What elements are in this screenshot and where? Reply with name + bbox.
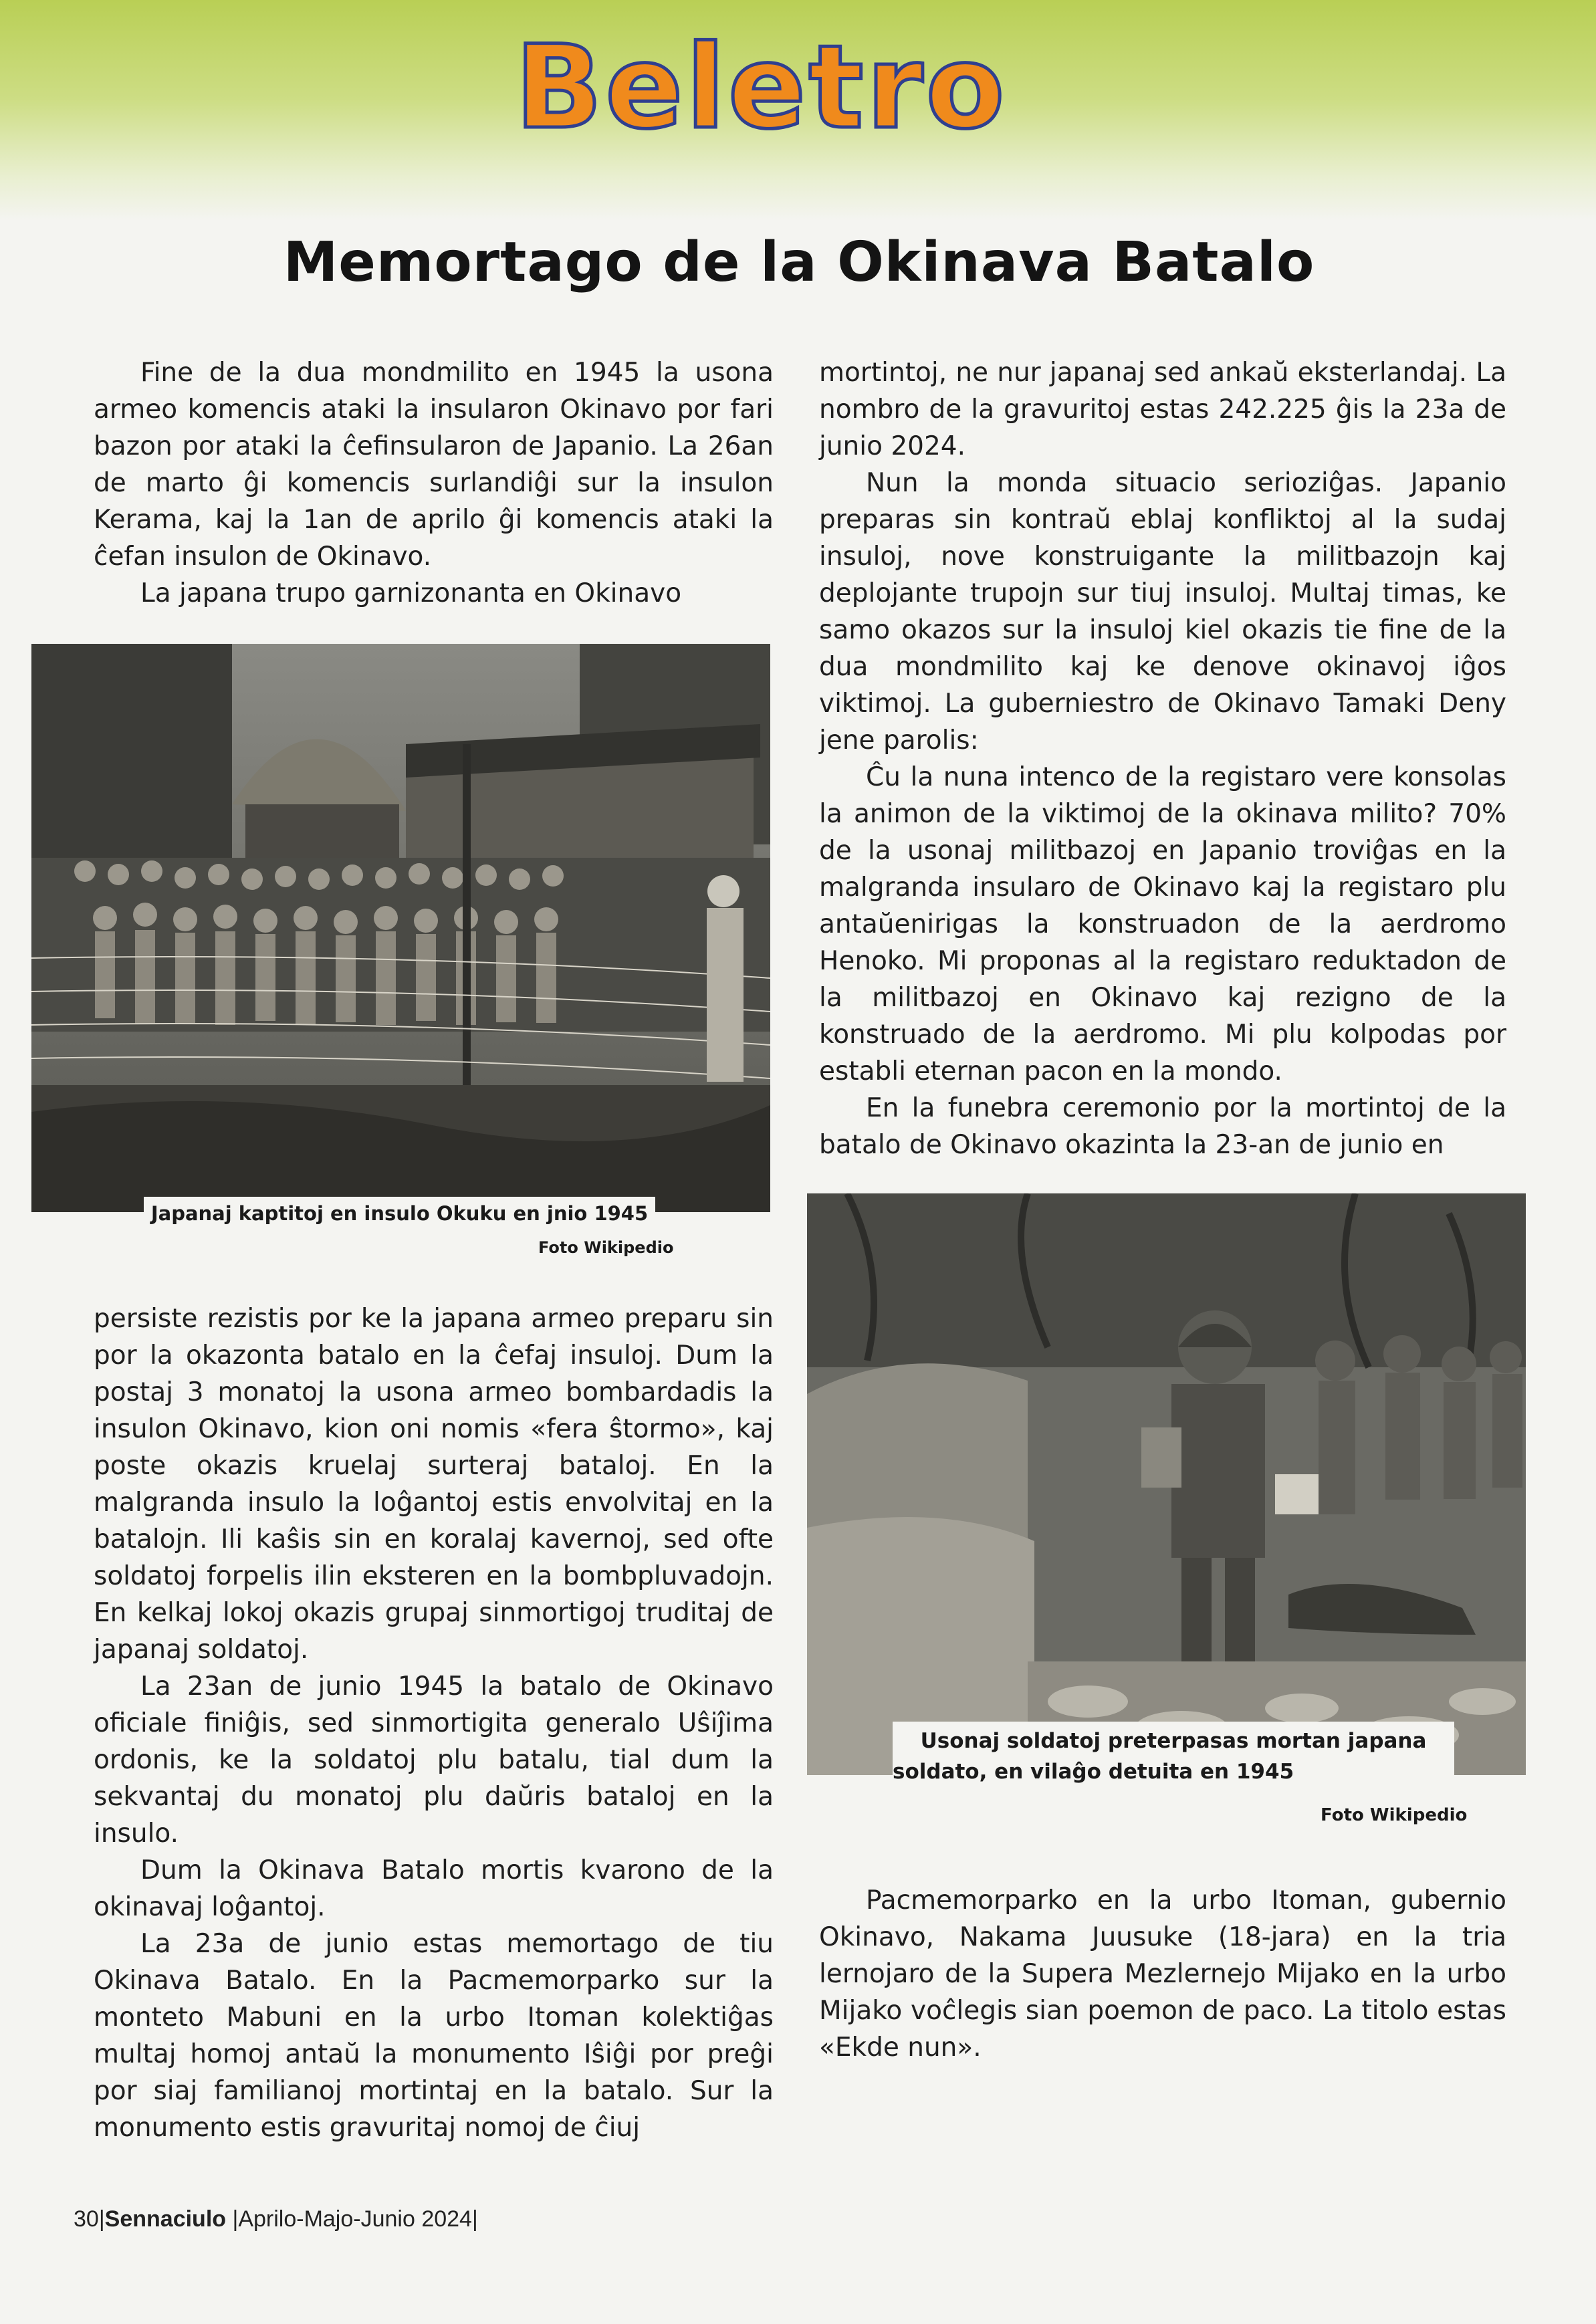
page-footer: 30|Sennaciulo |Aprilo-Majo-Junio 2024| xyxy=(74,2206,478,2232)
issue-date: Aprilo-Majo-Junio 2024 xyxy=(238,2206,472,2232)
photo-soldiers xyxy=(807,1193,1526,1775)
paragraph: persiste rezistis por ke la japana armeo preparu sin por la okazonta batalo en la ĉefaj insuloj. Dum la postaj 3 monatoj la usona armeo bombardadis la insulon Okinavo, kion oni nomis «fera ŝtormo», kaj poste okazis kruelaj surteraj bataloj. En la malgranda insulo la loĝantoj estis envolvitaj en la batalojn. Ili kaŝis sin en koralaj kavernoj, sed ofte soldatoj forpelis ilin eksteren en la bombpluvadojn. En kelkaj lokoj okazis grupaj sinmortigoj truditaj de japanaj soldatoj. xyxy=(94,1304,774,1665)
photo1-credit: Foto Wikipedio xyxy=(538,1238,674,1257)
column2-top-text xyxy=(819,354,1506,1163)
paragraph: Pacmemorparko en la urbo Itoman, gubernio Okinavo, Nakama Juusuke (18-jara) en la tria lernojaro de la Supera Mezlernejo Mijako en la urbo Mijako voĉlegis sian poemon de paco. La titolo estas «Ekde nun». xyxy=(819,1885,1506,2063)
paragraph: La 23a de junio estas memortago de tiu Okinava Batalo. En la Pacmemorparko sur la monteto Mabuni en la urbo Itoman kolektiĝas multaj homoj antaŭ la monumento Iŝiĝi por preĝi por siaj familianoj mortintaj en la batalo. Sur la monumento estis gravuritaj nomoj de ĉiuj xyxy=(94,1929,774,2143)
section-title: Beletro xyxy=(515,20,1008,154)
photo-prisoners xyxy=(31,644,770,1212)
photo1-caption: Japanaj kaptitoj en insulo Okuku en jnio 1945 xyxy=(144,1197,655,1230)
column1-top-text xyxy=(94,354,774,612)
paragraph: Ĉu la nuna intenco de la registaro vere konsolas la animon de la viktimoj de la okinava milito? 70% de la usonaj militbazoj en Japanio troviĝas en la malgranda insularo de Okinavo kaj la registaro plu antaŭenirigas la konstruadon de la aerdromo Henoko. Mi proponas al la registaro reduktadon de la militbazoj en Okinavo kaj rezigno de la konstruado de la aerdromo. Mi plu kolpodas por establi eternan pacon en la mondo. xyxy=(819,762,1506,1086)
prisoners-photo-illustration xyxy=(31,644,770,1212)
paragraph: Fine de la dua mondmilito en 1945 la usona armeo komencis ataki la insularon Okinavo por fari bazon por ataki la ĉefinsularon de Japanio. La 26an de marto ĝi komencis surlandiĝi sur la insulon Kerama, kaj la 1an de aprilo ĝi komencis ataki la ĉefan insulon de Okinavo. xyxy=(94,358,774,572)
magazine-name: Sennaciulo xyxy=(104,2206,227,2232)
paragraph: mortintoj, ne nur japanaj sed ankaŭ eksterlandaj. La nombro de la gravuritoj estas 242.225 ĝis la 23a de junio 2024. xyxy=(819,358,1506,461)
photo2-caption xyxy=(893,1722,1454,1791)
paragraph: La japana trupo garnizonanta en Okinavo xyxy=(140,578,682,608)
paragraph: Nun la monda situacio serioziĝas. Japanio preparas sin kontraŭ eblaj konfliktoj al la sudaj insuloj, nove konstruigante la militbazojn kaj deplojante trupojn sur tiuj insuloj. Multaj timas, ke samo okazos sur la insuloj kiel okazis tie fine de la dua mondmilito kaj ke denove okinavoj iĝos viktimoj. La guberniestro de Okinavo Tamaki Deny jene parolis: xyxy=(819,468,1506,756)
photo2-credit: Foto Wikipedio xyxy=(1321,1805,1468,1825)
column1-bottom-text xyxy=(94,1300,774,2146)
paragraph: La 23an de junio 1945 la batalo de Okinavo oficiale finiĝis, sed sinmortigita generalo Uŝiĵima ordonis, ke la soldatoj plu batalu, tial dum la sekvantaj du monatoj plu daŭris bataloj en la insulo. xyxy=(94,1671,774,1849)
paragraph: En la funebra ceremonio por la mortintoj de la batalo de Okinavo okazinta la 23-an de junio en xyxy=(819,1093,1506,1160)
column2-bottom-text xyxy=(819,1882,1506,2066)
page-number: 30 xyxy=(74,2206,99,2232)
photo2-caption-line1: Usonaj soldatoj preterpasas mortan japana xyxy=(920,1729,1427,1753)
photo2-caption-line2: soldato, en vilaĝo detuita en 1945 xyxy=(893,1760,1294,1784)
paragraph: Dum la Okinava Batalo mortis kvarono de la okinavaj loĝantoj. xyxy=(94,1855,774,1922)
article-title: Memortago de la Okinava Batalo xyxy=(283,231,1315,294)
soldiers-photo-illustration xyxy=(807,1193,1526,1775)
